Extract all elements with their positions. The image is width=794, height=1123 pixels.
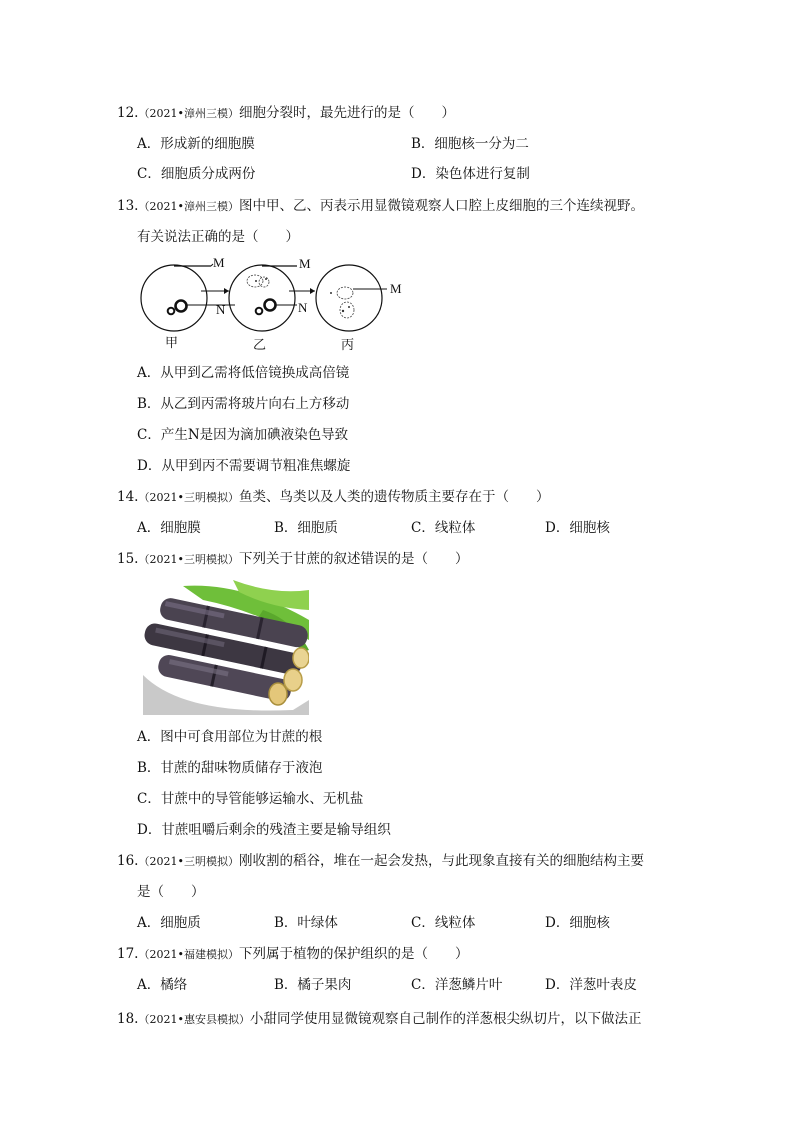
label-bing: 丙 bbox=[341, 338, 355, 353]
option-d: D．细胞核 bbox=[545, 520, 610, 536]
question-stem: 小甜同学使用显微镜观察自己制作的洋葱根尖纵切片，以下做法正 bbox=[249, 1011, 642, 1027]
question-number: 12. bbox=[117, 105, 139, 121]
option-c: C．甘蔗中的导管能够运输水、无机盐 bbox=[137, 791, 364, 807]
label-m: M bbox=[213, 255, 225, 270]
label-n: N bbox=[298, 300, 308, 315]
question-stem: 图中甲、乙、丙表示用显微镜观察人口腔上皮细胞的三个连续视野。 bbox=[238, 198, 644, 214]
option-b: B．甘蔗的甜味物质储存于液泡 bbox=[137, 760, 323, 776]
bubble-large bbox=[176, 301, 187, 312]
bubble-small bbox=[168, 308, 175, 315]
label-m: M bbox=[390, 281, 402, 296]
question-12-line bbox=[117, 104, 455, 123]
option-d: D．洋葱叶表皮 bbox=[545, 977, 637, 993]
question-stem-continued: 有关说法正确的是（ ） bbox=[137, 229, 299, 245]
option-a: A．图中可食用部位为甘蔗的根 bbox=[137, 729, 323, 745]
option-d: D．从甲到丙不需要调节粗准焦螺旋 bbox=[137, 458, 351, 474]
option-c: C．线粒体 bbox=[411, 520, 476, 536]
question-18-line bbox=[117, 1010, 641, 1029]
question-source: （2021•漳州三模） bbox=[138, 107, 239, 120]
microscope-fields-figure bbox=[135, 255, 415, 355]
question-15-line bbox=[117, 550, 468, 569]
option-d: D．细胞核 bbox=[545, 915, 610, 931]
question-stem: 刚收割的稻谷，堆在一起会发热，与此现象直接有关的细胞结构主要 bbox=[238, 853, 644, 869]
option-c: C．洋葱鳞片叶 bbox=[411, 977, 503, 993]
question-number: 17. bbox=[117, 946, 139, 962]
question-stem: 鱼类、鸟类以及人类的遗传物质主要存在于（ ） bbox=[238, 489, 550, 505]
option-b: B．橘子果肉 bbox=[274, 977, 352, 993]
question-number: 14. bbox=[117, 489, 139, 505]
question-number: 13. bbox=[117, 198, 139, 214]
question-stem: 细胞分裂时，最先进行的是（ ） bbox=[238, 105, 455, 121]
question-number: 15. bbox=[117, 551, 139, 567]
option-a: A．细胞膜 bbox=[137, 520, 201, 536]
label-n: N bbox=[216, 302, 226, 317]
option-d: D．甘蔗咀嚼后剩余的残渣主要是输导组织 bbox=[137, 822, 391, 838]
field-yi-circle bbox=[229, 265, 295, 331]
option-b: B．从乙到丙需将玻片向右上方移动 bbox=[137, 396, 350, 412]
label-jia: 甲 bbox=[165, 336, 179, 351]
field-jia-circle bbox=[141, 265, 207, 331]
question-17-line bbox=[117, 945, 468, 964]
question-source: （2021•三明模拟） bbox=[138, 553, 239, 566]
label-yi: 乙 bbox=[253, 338, 267, 353]
option-b: B．细胞质 bbox=[274, 520, 338, 536]
option-a: A．从甲到乙需将低倍镜换成高倍镜 bbox=[137, 365, 350, 381]
question-source: （2021•三明模拟） bbox=[138, 491, 239, 504]
question-16-line bbox=[117, 852, 644, 871]
question-13-line bbox=[117, 197, 644, 216]
question-number: 16. bbox=[117, 853, 139, 869]
option-b: B．叶绿体 bbox=[274, 915, 338, 931]
sugarcane-photo bbox=[143, 580, 309, 715]
question-source: （2021•福建模拟） bbox=[138, 948, 239, 961]
question-number: 18. bbox=[117, 1011, 139, 1027]
option-c: C．产生N是因为滴加碘液染色导致 bbox=[137, 427, 349, 443]
option-a: A．形成新的细胞膜 bbox=[137, 136, 255, 152]
option-c: C．线粒体 bbox=[411, 915, 476, 931]
question-source: （2021•惠安县模拟） bbox=[138, 1013, 250, 1026]
question-14-line bbox=[117, 488, 549, 507]
option-a: A．细胞质 bbox=[137, 915, 201, 931]
question-stem: 下列关于甘蔗的叙述错误的是（ ） bbox=[238, 551, 469, 567]
label-m: M bbox=[299, 256, 311, 271]
question-stem-continued: 是（ ） bbox=[137, 884, 205, 900]
question-stem: 下列属于植物的保护组织的是（ ） bbox=[238, 946, 469, 962]
question-source: （2021•三明模拟） bbox=[138, 855, 239, 868]
option-d: D．染色体进行复制 bbox=[411, 166, 530, 182]
question-source: （2021•漳州三模） bbox=[138, 200, 239, 213]
option-b: B．细胞核一分为二 bbox=[411, 136, 529, 152]
option-a: A．橘络 bbox=[137, 977, 188, 993]
option-c: C．细胞质分成两份 bbox=[137, 166, 256, 182]
